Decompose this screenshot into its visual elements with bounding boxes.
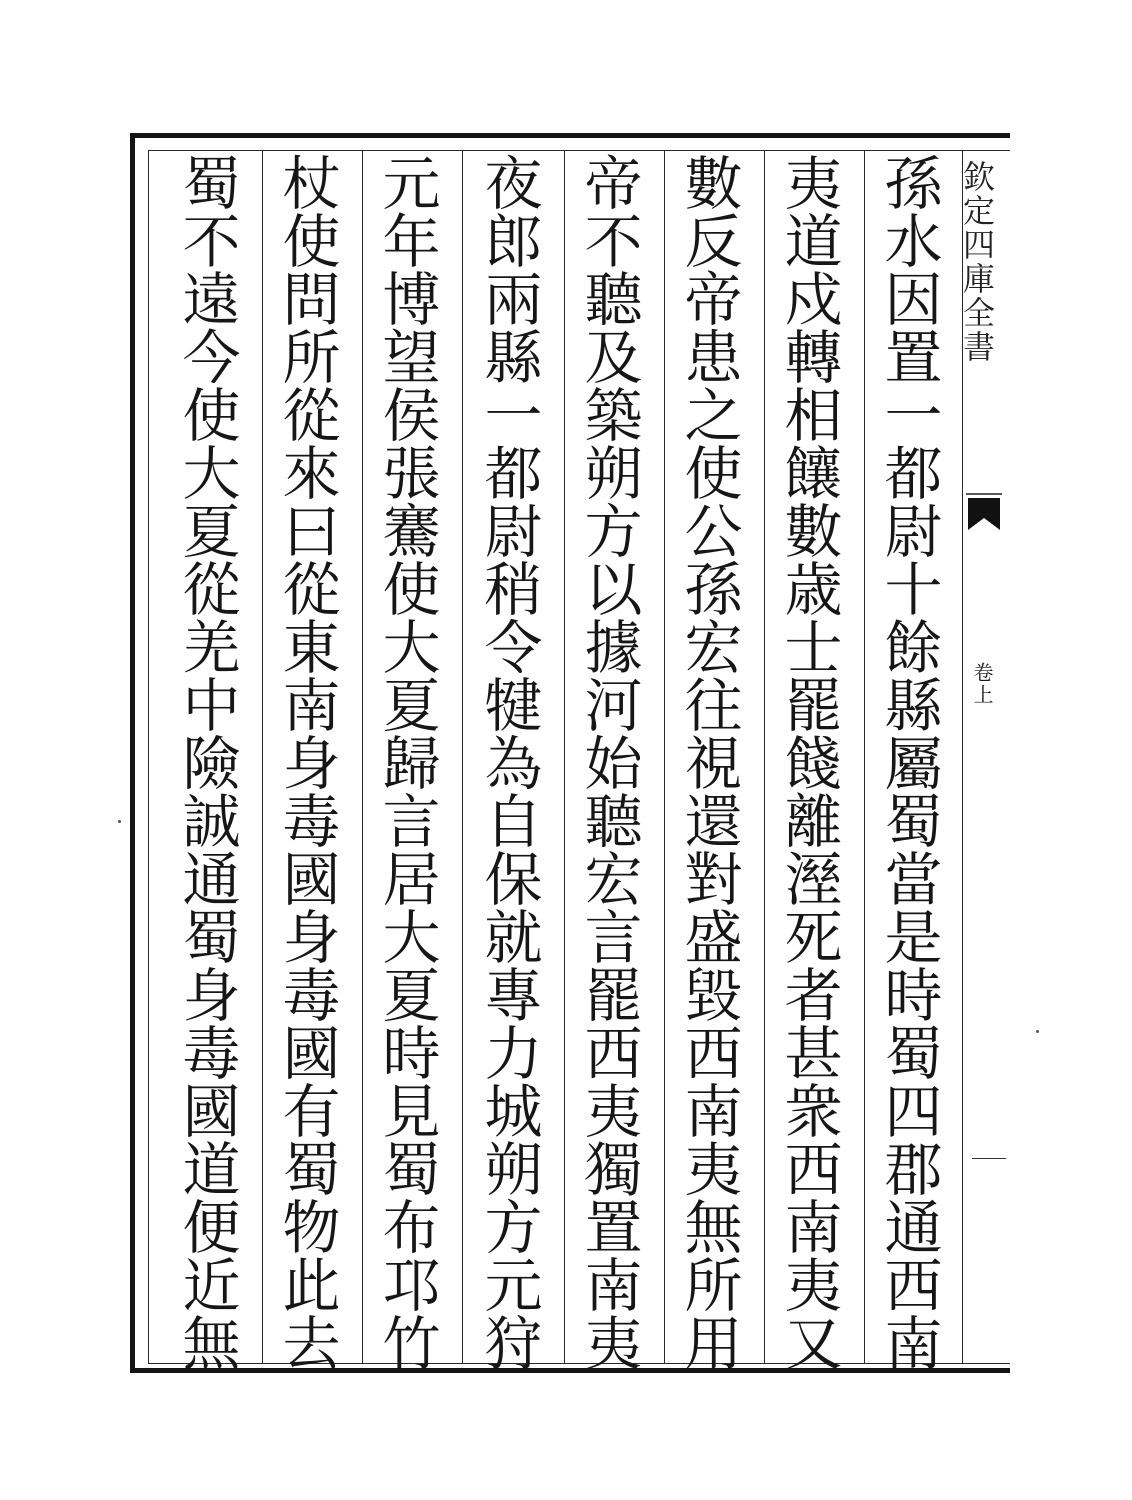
character: 尉 xyxy=(884,498,943,566)
character: 杖 xyxy=(282,150,341,218)
character: 身 xyxy=(282,730,341,798)
character: 置 xyxy=(884,324,943,392)
character: 所 xyxy=(684,1252,743,1320)
character: 近 xyxy=(182,1252,241,1320)
character: 兩 xyxy=(484,266,543,334)
character: 自 xyxy=(484,788,543,856)
character: 言 xyxy=(382,788,441,856)
column-rule xyxy=(864,151,865,1363)
character: 力 xyxy=(484,1020,543,1088)
character: 以 xyxy=(584,556,643,624)
character: 言 xyxy=(584,904,643,972)
text-column-2 xyxy=(766,150,861,1378)
character: 築 xyxy=(584,382,643,450)
character: 專 xyxy=(484,962,543,1030)
character: 蜀 xyxy=(884,1020,943,1088)
character: 夷 xyxy=(784,1252,843,1320)
character: 誠 xyxy=(182,788,241,856)
character: 是 xyxy=(884,904,943,972)
character: 蜀 xyxy=(182,904,241,972)
character: 時 xyxy=(382,1020,441,1088)
character: 侯 xyxy=(382,382,441,450)
character: 歳 xyxy=(784,556,843,624)
character: 望 xyxy=(382,324,441,392)
character: 蜀 xyxy=(182,150,241,218)
character: 夏 xyxy=(382,962,441,1030)
character: 夷 xyxy=(584,1078,643,1146)
character: 問 xyxy=(282,266,341,334)
character: 居 xyxy=(382,846,441,914)
character: 當 xyxy=(884,846,943,914)
column-rule xyxy=(664,151,665,1363)
character: 去 xyxy=(282,1310,341,1378)
column-rule xyxy=(262,151,263,1363)
character: 尉 xyxy=(484,498,543,566)
character: 身 xyxy=(282,904,341,972)
character: 反 xyxy=(684,208,743,276)
character: 十 xyxy=(884,556,943,624)
character: 中 xyxy=(182,672,241,740)
character: 大 xyxy=(182,440,241,508)
character: 西 xyxy=(784,1136,843,1204)
character: 帝 xyxy=(684,266,743,334)
character: 縣 xyxy=(884,672,943,740)
character: 還 xyxy=(684,788,743,856)
character: 士 xyxy=(784,614,843,682)
character: 蜀 xyxy=(382,1136,441,1204)
character: 毒 xyxy=(182,1020,241,1088)
character: 因 xyxy=(884,266,943,334)
character: 之 xyxy=(684,382,743,450)
character: 通 xyxy=(884,1194,943,1262)
character: 河 xyxy=(584,672,643,740)
character: 往 xyxy=(684,672,743,740)
character: 見 xyxy=(382,1078,441,1146)
character: 蜀 xyxy=(282,1136,341,1204)
character: 東 xyxy=(282,614,341,682)
character: 此 xyxy=(282,1252,341,1320)
character: 孫 xyxy=(884,150,943,218)
character: 羌 xyxy=(182,614,241,682)
character: 都 xyxy=(484,440,543,508)
character: 歸 xyxy=(382,730,441,798)
character: 令 xyxy=(484,614,543,682)
character: 從 xyxy=(282,556,341,624)
character: 夷 xyxy=(784,150,843,218)
character: 郡 xyxy=(884,1136,943,1204)
character: 溼 xyxy=(784,846,843,914)
character: 縣 xyxy=(484,324,543,392)
character: 布 xyxy=(382,1194,441,1262)
character: 數 xyxy=(784,498,843,566)
character: 方 xyxy=(484,1194,543,1262)
character: 不 xyxy=(584,208,643,276)
character: 竹 xyxy=(382,1310,441,1378)
character: 獨 xyxy=(584,1136,643,1204)
character: 博 xyxy=(382,266,441,334)
character: 便 xyxy=(182,1194,241,1262)
character: 險 xyxy=(182,730,241,798)
character: 道 xyxy=(784,208,843,276)
character: 毒 xyxy=(282,788,341,856)
character: 戍 xyxy=(784,266,843,334)
character: 大 xyxy=(382,614,441,682)
character: 南 xyxy=(282,672,341,740)
character: 方 xyxy=(584,498,643,566)
character: 從 xyxy=(282,382,341,450)
character: 夷 xyxy=(684,1136,743,1204)
text-column-6 xyxy=(364,150,459,1378)
character: 餘 xyxy=(884,614,943,682)
column-rule xyxy=(362,151,363,1363)
character: 張 xyxy=(382,440,441,508)
column-rule xyxy=(462,151,463,1363)
character: 南 xyxy=(684,1078,743,1146)
character: 犍 xyxy=(484,672,543,740)
margin-tick xyxy=(972,1158,1006,1159)
character: 夜 xyxy=(484,150,543,218)
character: 元 xyxy=(382,150,441,218)
character: 就 xyxy=(484,904,543,972)
character: 西 xyxy=(584,1020,643,1088)
column-rule xyxy=(764,151,765,1363)
character: 大 xyxy=(382,904,441,972)
character: 蜀 xyxy=(884,788,943,856)
text-column-8 xyxy=(164,150,259,1378)
text-column-4 xyxy=(566,150,661,1378)
character: 國 xyxy=(182,1078,241,1146)
character: 物 xyxy=(282,1194,341,1262)
character: 使 xyxy=(282,208,341,276)
text-column-5 xyxy=(466,150,561,1378)
character: 從 xyxy=(182,556,241,624)
character: 國 xyxy=(282,1020,341,1088)
character: 饟 xyxy=(784,440,843,508)
character: 視 xyxy=(684,730,743,798)
character: 一 xyxy=(484,382,543,450)
character: 騫 xyxy=(382,498,441,566)
character: 年 xyxy=(382,208,441,276)
character: 罷 xyxy=(584,962,643,1030)
character: 西 xyxy=(884,1252,943,1320)
character: 時 xyxy=(884,962,943,1030)
character: 又 xyxy=(784,1310,843,1378)
character: 有 xyxy=(282,1078,341,1146)
character: 相 xyxy=(784,382,843,450)
character: 離 xyxy=(784,788,843,856)
character: 南 xyxy=(884,1310,943,1378)
character: 據 xyxy=(584,614,643,682)
character: 孫 xyxy=(684,556,743,624)
character: 道 xyxy=(182,1136,241,1204)
character: 西 xyxy=(684,1020,743,1088)
character: 置 xyxy=(584,1194,643,1262)
character: 毒 xyxy=(282,962,341,1030)
character: 對 xyxy=(684,846,743,914)
character: 公 xyxy=(684,498,743,566)
character: 都 xyxy=(884,440,943,508)
volume-label: 卷上 xyxy=(970,662,994,706)
character: 使 xyxy=(382,556,441,624)
character: 城 xyxy=(484,1078,543,1146)
character: 南 xyxy=(584,1252,643,1320)
character: 不 xyxy=(182,208,241,276)
column-rule xyxy=(564,151,565,1363)
character: 帝 xyxy=(584,150,643,218)
character: 者 xyxy=(784,962,843,1030)
character: 來 xyxy=(282,440,341,508)
character: 今 xyxy=(182,324,241,392)
character: 朔 xyxy=(484,1136,543,1204)
character: 數 xyxy=(684,150,743,218)
character: 及 xyxy=(584,324,643,392)
character: 曰 xyxy=(282,498,341,566)
character: 無 xyxy=(182,1310,241,1378)
ink-speck xyxy=(118,820,121,823)
character: 毀 xyxy=(684,962,743,1030)
character: 使 xyxy=(182,382,241,450)
character: 四 xyxy=(884,1078,943,1146)
character: 死 xyxy=(784,904,843,972)
character: 狩 xyxy=(484,1310,543,1378)
character: 聽 xyxy=(584,788,643,856)
character: 餞 xyxy=(784,730,843,798)
character: 南 xyxy=(784,1194,843,1262)
character: 罷 xyxy=(784,672,843,740)
character: 遠 xyxy=(182,266,241,334)
character: 通 xyxy=(182,846,241,914)
character: 夏 xyxy=(182,498,241,566)
character: 轉 xyxy=(784,324,843,392)
character: 屬 xyxy=(884,730,943,798)
character: 甚 xyxy=(784,1020,843,1088)
fishtail-mark-icon xyxy=(966,492,1002,536)
character: 始 xyxy=(584,730,643,798)
character: 宏 xyxy=(684,614,743,682)
character: 使 xyxy=(684,440,743,508)
text-column-1 xyxy=(866,150,961,1378)
character: 宏 xyxy=(584,846,643,914)
character: 為 xyxy=(484,730,543,798)
character: 朔 xyxy=(584,440,643,508)
character: 國 xyxy=(282,846,341,914)
character: 水 xyxy=(884,208,943,276)
character: 郎 xyxy=(484,208,543,276)
character: 所 xyxy=(282,324,341,392)
character: 邛 xyxy=(382,1252,441,1320)
text-column-7 xyxy=(264,150,359,1378)
character: 盛 xyxy=(684,904,743,972)
character: 無 xyxy=(684,1194,743,1262)
character: 一 xyxy=(884,382,943,450)
book-title: 欽定四庫全書 xyxy=(958,160,996,364)
character: 夏 xyxy=(382,672,441,740)
character: 元 xyxy=(484,1252,543,1320)
character: 用 xyxy=(684,1310,743,1378)
character: 衆 xyxy=(784,1078,843,1146)
character: 夷 xyxy=(584,1310,643,1378)
character: 患 xyxy=(684,324,743,392)
character: 稍 xyxy=(484,556,543,624)
ink-speck xyxy=(1036,1030,1039,1033)
character: 身 xyxy=(182,962,241,1030)
character: 聽 xyxy=(584,266,643,334)
character: 保 xyxy=(484,846,543,914)
text-column-3 xyxy=(666,150,761,1378)
